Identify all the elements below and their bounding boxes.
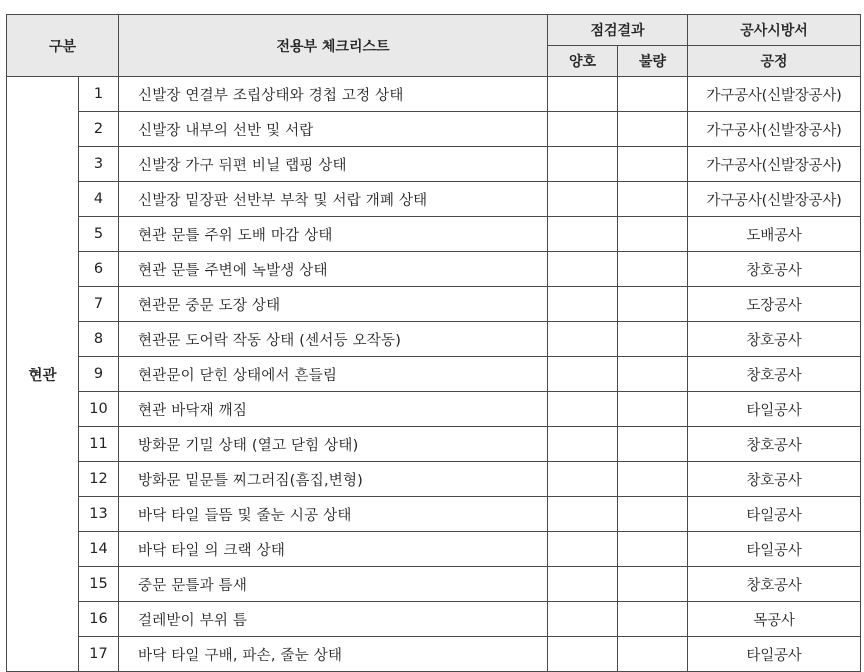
row-number: 10: [79, 392, 119, 427]
bad-check-cell[interactable]: [618, 287, 688, 322]
bad-check-cell[interactable]: [618, 462, 688, 497]
row-number: 3: [79, 147, 119, 182]
checklist-item: 신발장 연결부 조립상태와 경첩 고정 상태: [119, 77, 548, 112]
checklist-item: 방화문 기밀 상태 (열고 닫힘 상태): [119, 427, 548, 462]
process-cell: 창호공사: [688, 427, 861, 462]
good-check-cell[interactable]: [548, 182, 618, 217]
bad-check-cell[interactable]: [618, 182, 688, 217]
table-body: [7, 77, 861, 672]
good-check-cell[interactable]: [548, 357, 618, 392]
table-row: [7, 532, 861, 567]
process-cell: 도장공사: [688, 287, 861, 322]
process-cell: 창호공사: [688, 462, 861, 497]
bad-check-cell[interactable]: [618, 252, 688, 287]
table-row: [7, 357, 861, 392]
checklist-header: 전용부 체크리스트: [119, 15, 548, 77]
checklist-item: 현관문 중문 도장 상태: [119, 287, 548, 322]
table-row: [7, 462, 861, 497]
row-number: 6: [79, 252, 119, 287]
good-check-cell[interactable]: [548, 602, 618, 637]
good-header: 양호: [548, 46, 618, 77]
process-header: 공정: [688, 46, 861, 77]
bad-check-cell[interactable]: [618, 112, 688, 147]
row-number: 11: [79, 427, 119, 462]
good-check-cell[interactable]: [548, 427, 618, 462]
checklist-item: 현관문 도어락 작동 상태 (센서등 오작동): [119, 322, 548, 357]
row-number: 12: [79, 462, 119, 497]
row-number: 17: [79, 637, 119, 672]
row-number: 2: [79, 112, 119, 147]
process-cell: 타일공사: [688, 532, 861, 567]
good-check-cell[interactable]: [548, 532, 618, 567]
process-cell: 창호공사: [688, 322, 861, 357]
checklist-item: 바닥 타일 의 크랙 상태: [119, 532, 548, 567]
table-row: [7, 567, 861, 602]
checklist-sheet: [6, 14, 861, 672]
table-row: [7, 427, 861, 462]
row-number: 16: [79, 602, 119, 637]
process-cell: 도배공사: [688, 217, 861, 252]
good-check-cell[interactable]: [548, 462, 618, 497]
table-row: [7, 77, 861, 112]
table-row: [7, 322, 861, 357]
process-cell: 목공사: [688, 602, 861, 637]
table-row: [7, 217, 861, 252]
checklist-item: 바닥 타일 구배, 파손, 줄눈 상태: [119, 637, 548, 672]
good-check-cell[interactable]: [548, 112, 618, 147]
bad-header: 불량: [618, 46, 688, 77]
checklist-item: 바닥 타일 들뜸 및 줄눈 시공 상태: [119, 497, 548, 532]
checklist-item: 현관문이 닫힌 상태에서 흔들림: [119, 357, 548, 392]
checklist-item: 신발장 가구 뒤편 비닐 랩핑 상태: [119, 147, 548, 182]
category-header: 구분: [7, 15, 119, 77]
process-cell: 가구공사(신발장공사): [688, 77, 861, 112]
bad-check-cell[interactable]: [618, 532, 688, 567]
table-row: [7, 182, 861, 217]
inspection-result-header: 점검결과: [548, 15, 688, 46]
table-row: [7, 602, 861, 637]
good-check-cell[interactable]: [548, 77, 618, 112]
good-check-cell[interactable]: [548, 287, 618, 322]
table-row: [7, 147, 861, 182]
process-cell: 창호공사: [688, 357, 861, 392]
good-check-cell[interactable]: [548, 322, 618, 357]
row-number: 8: [79, 322, 119, 357]
checklist-item: 신발장 내부의 선반 및 서랍: [119, 112, 548, 147]
bad-check-cell[interactable]: [618, 497, 688, 532]
checklist-item: 현관 문틀 주변에 녹발생 상태: [119, 252, 548, 287]
checklist-item: 중문 문틀과 틈새: [119, 567, 548, 602]
good-check-cell[interactable]: [548, 567, 618, 602]
table-row: [7, 637, 861, 672]
good-check-cell[interactable]: [548, 392, 618, 427]
table-row: [7, 392, 861, 427]
row-number: 5: [79, 217, 119, 252]
good-check-cell[interactable]: [548, 147, 618, 182]
process-cell: 가구공사(신발장공사): [688, 182, 861, 217]
table-header: [7, 15, 861, 77]
process-cell: 가구공사(신발장공사): [688, 147, 861, 182]
bad-check-cell[interactable]: [618, 217, 688, 252]
good-check-cell[interactable]: [548, 637, 618, 672]
checklist-item: 방화문 밑문틀 찌그러짐(흠집,변형): [119, 462, 548, 497]
bad-check-cell[interactable]: [618, 602, 688, 637]
table-row: [7, 497, 861, 532]
bad-check-cell[interactable]: [618, 357, 688, 392]
good-check-cell[interactable]: [548, 497, 618, 532]
bad-check-cell[interactable]: [618, 77, 688, 112]
row-number: 9: [79, 357, 119, 392]
process-cell: 창호공사: [688, 567, 861, 602]
good-check-cell[interactable]: [548, 252, 618, 287]
bad-check-cell[interactable]: [618, 147, 688, 182]
section-label: 현관: [7, 77, 79, 672]
bad-check-cell[interactable]: [618, 392, 688, 427]
header-row-top: [7, 15, 861, 46]
table-row: [7, 252, 861, 287]
process-cell: 타일공사: [688, 497, 861, 532]
row-number: 7: [79, 287, 119, 322]
table-row: [7, 287, 861, 322]
checklist-item: 현관 문틀 주위 도배 마감 상태: [119, 217, 548, 252]
process-cell: 타일공사: [688, 637, 861, 672]
bad-check-cell[interactable]: [618, 427, 688, 462]
row-number: 14: [79, 532, 119, 567]
bad-check-cell[interactable]: [618, 637, 688, 672]
row-number: 1: [79, 77, 119, 112]
checklist-item: 신발장 밑장판 선반부 부착 및 서랍 개폐 상태: [119, 182, 548, 217]
checklist-table: [6, 14, 861, 672]
table-row: [7, 112, 861, 147]
row-number: 15: [79, 567, 119, 602]
process-cell: 타일공사: [688, 392, 861, 427]
good-check-cell[interactable]: [548, 217, 618, 252]
checklist-item: 걸레받이 부위 틈: [119, 602, 548, 637]
checklist-item: 현관 바닥재 깨짐: [119, 392, 548, 427]
spec-header: 공사시방서: [688, 15, 861, 46]
row-number: 13: [79, 497, 119, 532]
process-cell: 가구공사(신발장공사): [688, 112, 861, 147]
bad-check-cell[interactable]: [618, 567, 688, 602]
bad-check-cell[interactable]: [618, 322, 688, 357]
row-number: 4: [79, 182, 119, 217]
process-cell: 창호공사: [688, 252, 861, 287]
